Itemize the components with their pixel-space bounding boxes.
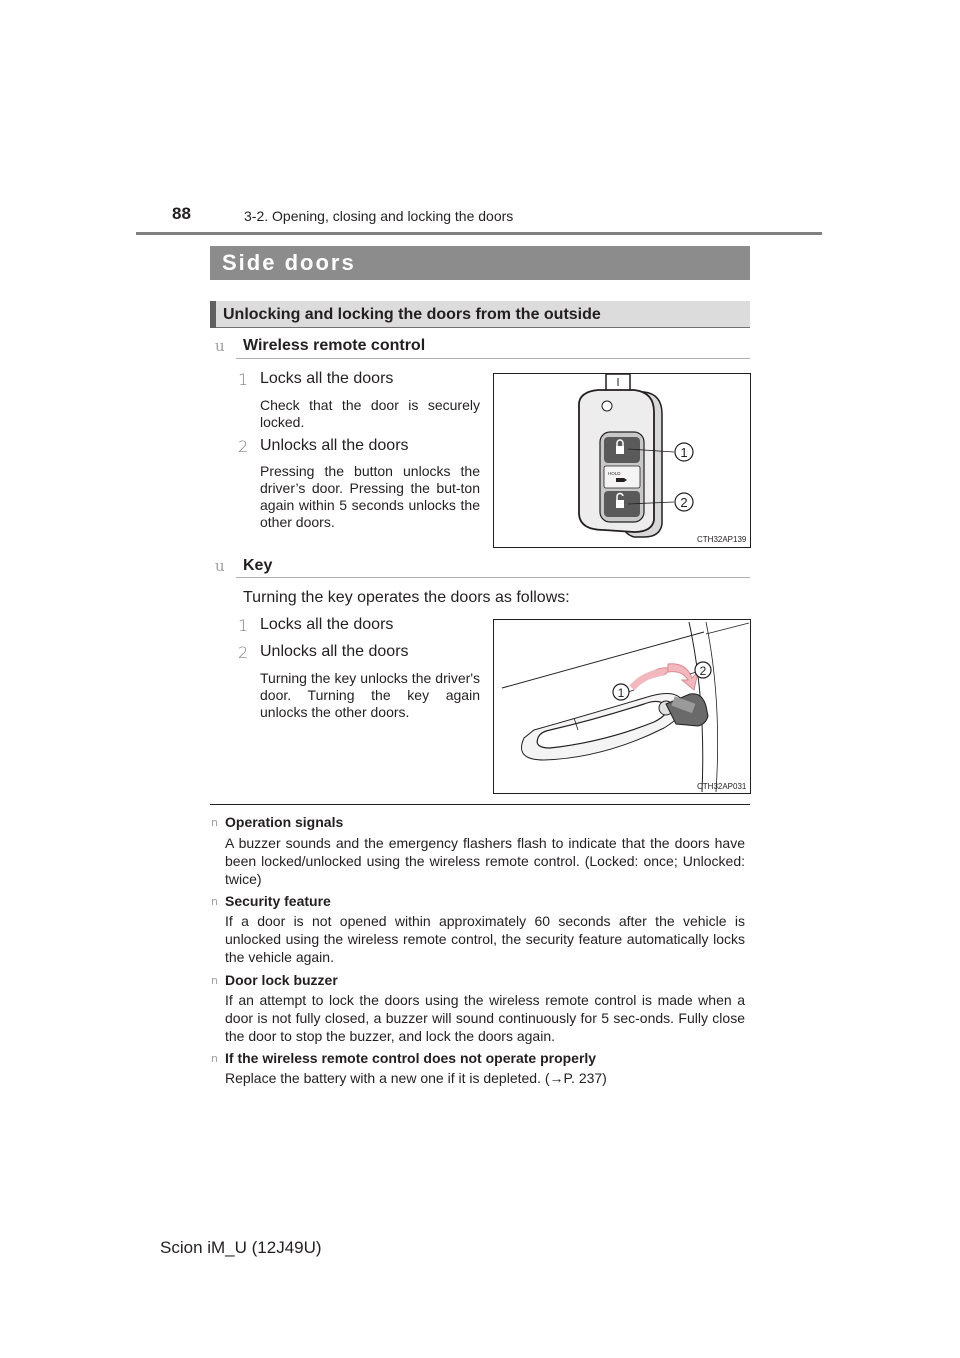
bullet-marker: u [215, 337, 225, 355]
item-heading-key: Key [243, 557, 273, 574]
step-number: 2 [238, 643, 249, 662]
door-key-figure [493, 619, 751, 794]
step-label: Unlocks all the doors [260, 437, 409, 454]
remote-control-illustration [494, 374, 750, 547]
subsection-band-underline [216, 327, 750, 328]
note-body: If a door is not opened within approximately 60 seconds after the vehicle is unlocked using the wireless remote control, the security feature automatically locks the vehicle again. [225, 913, 745, 965]
step-number: 1 [238, 616, 249, 635]
note-title: Door lock buzzer [225, 972, 338, 988]
step-description: Turning the key unlocks the driver's door. Turning the key again unlocks the other doors. [260, 670, 480, 720]
note-body: If an attempt to lock the doors using the wireless remote control is made when a door is not fully closed, a buzzer will sound continuously for 5 sec-onds. Fully close the door to stop the buzzer, and lock the doors again. [225, 992, 745, 1044]
subsection-band-accent [210, 301, 216, 328]
step-description: Check that the door is securely locked. [260, 397, 480, 430]
bullet-marker: u [215, 557, 225, 575]
callout-1: 1 [617, 686, 625, 700]
note-title: Operation signals [225, 814, 344, 830]
callout-2: 2 [680, 495, 688, 510]
subsection-title: Unlocking and locking the doors from the outside [223, 306, 601, 323]
hold-label: HOLD [608, 471, 621, 476]
step-number: 2 [238, 437, 249, 456]
item-rule [236, 577, 750, 578]
remote-control-figure [493, 373, 751, 548]
step-label: Locks all the doors [260, 616, 394, 633]
callout-1: 1 [680, 445, 688, 460]
page-number: 88 [172, 204, 191, 223]
callout-2: 2 [699, 664, 707, 678]
figure-code: CTH32AP031 [697, 782, 747, 791]
item-heading-remote: Wireless remote control [243, 337, 426, 354]
door-key-illustration [494, 620, 750, 793]
note-marker: n [211, 816, 218, 829]
header-rule [136, 232, 822, 235]
key-intro: Turning the key operates the doors as follows: [243, 589, 570, 606]
note-marker: n [211, 895, 218, 908]
footer-model-code: Scion iM_U (12J49U) [160, 1238, 322, 1257]
section-title: Side doors [222, 250, 356, 275]
step-description: Pressing the button unlocks the driver’s door. Pressing the but-ton again within 5 seconds unlocks the other doors. [260, 463, 480, 530]
note-marker: n [211, 1052, 218, 1065]
note-body: Replace the battery with a new one if it is depleted. (→P. 237) [225, 1070, 607, 1086]
step-label: Locks all the doors [260, 370, 394, 387]
notes-rule [210, 804, 750, 805]
step-number: 1 [238, 370, 249, 389]
chapter-title: 3-2. Opening, closing and locking the doors [244, 208, 514, 224]
note-marker: n [211, 974, 218, 987]
item-rule [236, 358, 750, 359]
note-title: Security feature [225, 893, 331, 909]
figure-code: CTH32AP139 [697, 535, 747, 544]
step-label: Unlocks all the doors [260, 643, 409, 660]
note-body: A buzzer sounds and the emergency flashers flash to indicate that the doors have been locked/unlocked using the wireless remote control. (Locked: once; Unlocked: twice) [225, 835, 745, 887]
note-title: If the wireless remote control does not operate properly [225, 1050, 597, 1066]
